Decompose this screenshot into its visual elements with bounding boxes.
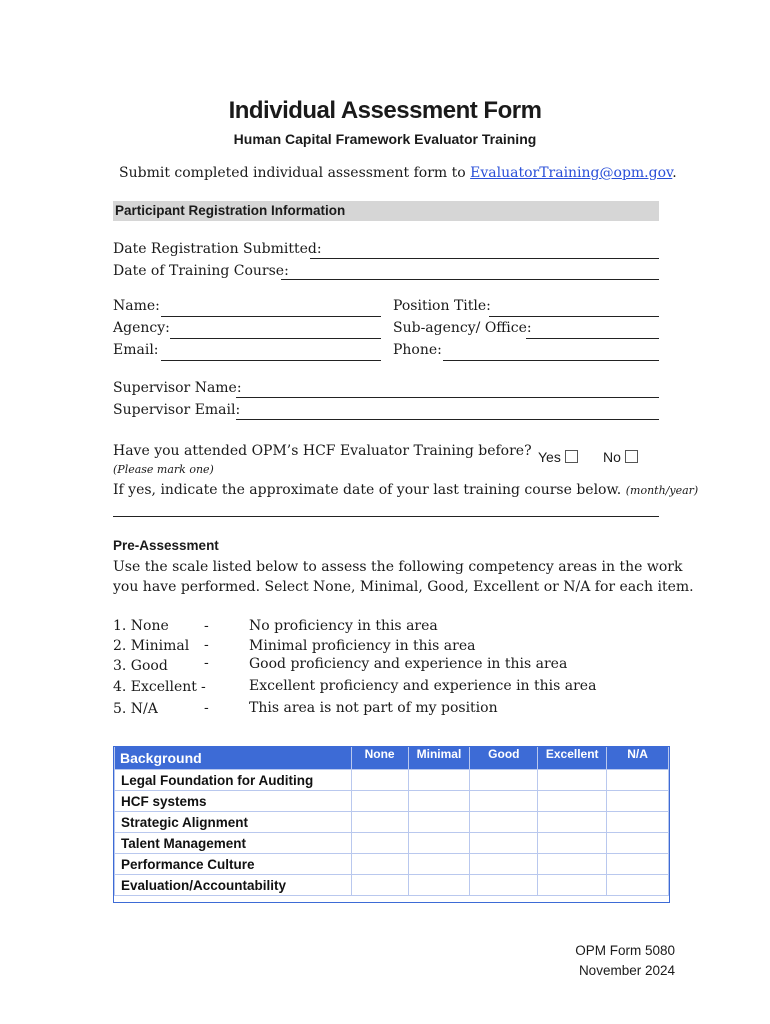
assessment-table <box>114 746 669 896</box>
table-header-row <box>115 747 669 770</box>
agency-label: Agency: <box>113 320 170 336</box>
cell-minimal[interactable] <box>408 791 470 812</box>
cell-good[interactable] <box>470 812 538 833</box>
scale-item-label: 3. Good <box>113 658 168 674</box>
cell-minimal[interactable] <box>408 812 470 833</box>
header-na: N/A <box>607 747 669 770</box>
header-excellent: Excellent <box>538 747 607 770</box>
cell-none[interactable] <box>351 812 408 833</box>
name-label: Name: <box>113 298 160 314</box>
name-field[interactable] <box>161 316 381 317</box>
form-date: November 2024 <box>578 963 675 978</box>
registration-section-title: Participant Registration Information <box>115 203 346 218</box>
cell-minimal[interactable] <box>408 854 470 875</box>
subagency-field[interactable] <box>526 338 659 339</box>
scale-item-dash: - <box>204 700 209 716</box>
cell-minimal[interactable] <box>408 875 470 896</box>
submit-suffix: . <box>672 165 677 181</box>
cell-excellent[interactable] <box>538 791 607 812</box>
cell-excellent[interactable] <box>538 770 607 791</box>
yes-checkbox[interactable] <box>565 450 578 463</box>
attended-question: Have you attended OPM’s HCF Evaluator Training before? <box>113 443 532 459</box>
table-row <box>115 791 669 812</box>
subagency-label: Sub-agency/ Office: <box>393 320 532 336</box>
scale-item-dash: - <box>204 637 209 653</box>
date-course-field[interactable] <box>281 279 659 280</box>
yes-label: Yes <box>538 449 561 465</box>
header-category: Background <box>115 747 352 770</box>
header-minimal: Minimal <box>408 747 470 770</box>
instructions-line-1: Use the scale listed below to assess the following competency areas in the work <box>113 559 683 575</box>
scale-item-dash: - <box>201 679 206 695</box>
no-option[interactable] <box>603 449 638 465</box>
supervisor-email-label: Supervisor Email: <box>113 402 241 418</box>
cell-minimal[interactable] <box>408 833 470 854</box>
form-number: OPM Form 5080 <box>575 943 675 958</box>
cell-na[interactable] <box>607 770 669 791</box>
date-submitted-label: Date Registration Submitted: <box>113 241 322 257</box>
no-label: No <box>603 449 621 465</box>
row-label: Strategic Alignment <box>115 812 352 833</box>
email-label: Email: <box>113 342 159 358</box>
date-submitted-field[interactable] <box>310 258 659 259</box>
cell-excellent[interactable] <box>538 833 607 854</box>
cell-na[interactable] <box>607 833 669 854</box>
scale-item-description: This area is not part of my position <box>249 700 498 716</box>
row-label: Performance Culture <box>115 854 352 875</box>
scale-item-description: No proficiency in this area <box>249 618 438 634</box>
scale-item-dash: - <box>204 618 209 634</box>
table-row <box>115 854 669 875</box>
cell-none[interactable] <box>351 854 408 875</box>
position-title-field[interactable] <box>489 316 659 317</box>
pre-assessment-heading: Pre-Assessment <box>113 538 219 553</box>
page-subtitle: Human Capital Framework Evaluator Training <box>233 131 537 147</box>
scale-item-description: Excellent proficiency and experience in this area <box>249 678 597 694</box>
scale-item-label: 5. N/A <box>113 701 158 717</box>
phone-field[interactable] <box>443 360 659 361</box>
ifyes-text: If yes, indicate the approximate date of your last training course below. <box>113 482 622 498</box>
row-label: Evaluation/Accountability <box>115 875 352 896</box>
table-row <box>115 875 669 896</box>
pre-assessment-instructions <box>113 557 694 597</box>
form-footer <box>575 941 675 981</box>
row-label: Legal Foundation for Auditing <box>115 770 352 791</box>
cell-good[interactable] <box>470 833 538 854</box>
position-title-label: Position Title: <box>393 298 491 314</box>
cell-na[interactable] <box>607 812 669 833</box>
email-field[interactable] <box>161 360 381 361</box>
cell-na[interactable] <box>607 875 669 896</box>
phone-label: Phone: <box>393 342 442 358</box>
scale-item-label: 4. Excellent <box>113 679 197 695</box>
row-label: HCF systems <box>115 791 352 812</box>
submit-instructions <box>119 165 677 181</box>
scale-item-label: 1. None <box>113 618 169 634</box>
date-course-label: Date of Training Course: <box>113 263 289 279</box>
instructions-line-2: you have performed. Select None, Minimal, Good, Excellent or N/A for each item. <box>113 579 694 595</box>
header-good: Good <box>470 747 538 770</box>
yes-option[interactable] <box>538 449 578 465</box>
scale-item-description: Good proficiency and experience in this area <box>249 656 568 672</box>
supervisor-name-field[interactable] <box>236 397 659 398</box>
cell-good[interactable] <box>470 875 538 896</box>
table-row <box>115 770 669 791</box>
submit-email-link[interactable]: EvaluatorTraining@opm.gov <box>470 165 673 181</box>
no-checkbox[interactable] <box>625 450 638 463</box>
cell-none[interactable] <box>351 875 408 896</box>
supervisor-email-field[interactable] <box>236 419 659 420</box>
cell-good[interactable] <box>470 770 538 791</box>
cell-none[interactable] <box>351 833 408 854</box>
cell-na[interactable] <box>607 854 669 875</box>
page-title: Individual Assessment Form <box>228 97 542 124</box>
cell-excellent[interactable] <box>538 812 607 833</box>
cell-na[interactable] <box>607 791 669 812</box>
cell-excellent[interactable] <box>538 875 607 896</box>
header-none: None <box>351 747 408 770</box>
table-row <box>115 833 669 854</box>
supervisor-name-label: Supervisor Name: <box>113 380 242 396</box>
last-training-date-field[interactable] <box>113 516 659 517</box>
scale-item-dash: - <box>204 655 209 671</box>
agency-field[interactable] <box>170 338 381 339</box>
cell-none[interactable] <box>351 770 408 791</box>
cell-minimal[interactable] <box>408 770 470 791</box>
ifyes-note: (month/year) <box>625 484 699 497</box>
cell-good[interactable] <box>470 791 538 812</box>
scale-item-description: Minimal proficiency in this area <box>249 638 476 654</box>
submit-prefix: Submit completed individual assessment form to <box>119 165 471 181</box>
cell-good[interactable] <box>470 854 538 875</box>
row-label: Talent Management <box>115 833 352 854</box>
scale-item-label: 2. Minimal <box>113 638 190 654</box>
table-row <box>115 812 669 833</box>
mark-one-note: (Please mark one) <box>113 463 214 476</box>
registration-section-bar <box>113 201 659 221</box>
cell-none[interactable] <box>351 791 408 812</box>
cell-excellent[interactable] <box>538 854 607 875</box>
ifyes-instructions <box>113 482 698 498</box>
